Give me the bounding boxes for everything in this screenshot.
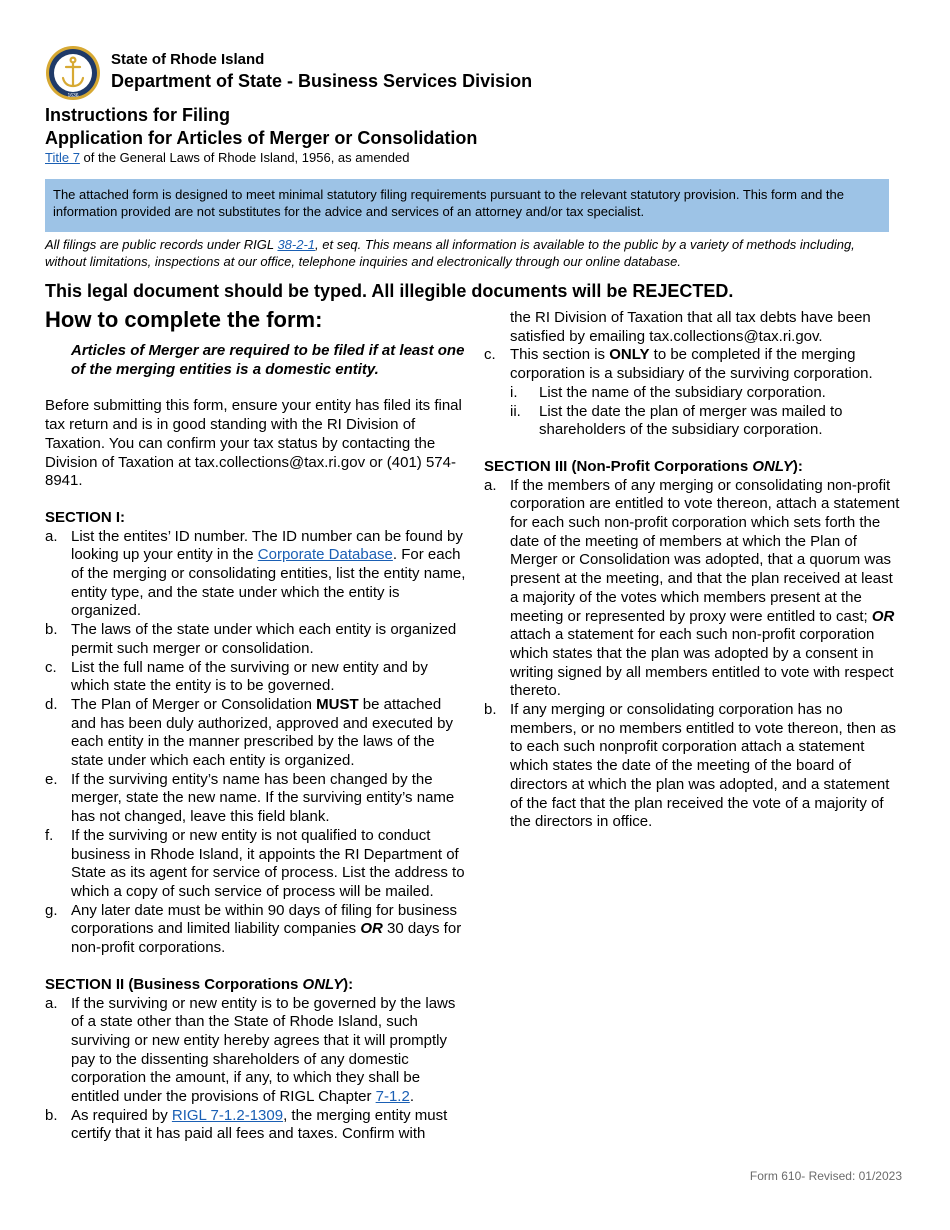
section-1-heading: SECTION I: (45, 508, 126, 526)
header-department: Department of State - Business Services Division (111, 71, 533, 91)
section-1-item-a: a. List the entites’ ID number. The ID number can be found by looking up your entity in the Corporate Database. For each of the merging or consolidating entities, list the entity name, entity type, and the state under which the entity is organized. (45, 527, 466, 620)
state-seal-logo (45, 45, 101, 101)
disclaimer-notice: The attached form is designed to meet minimal statutory filing requirements pursuant to the relevant statutory provision. This form and the information provided are not substitutes for the advice and services of an attorney and/or tax specialist. (45, 179, 889, 232)
left-column (45, 306, 470, 1144)
law-reference: Title 7 of the General Laws of Rhode Island, 1956, as amended (45, 150, 410, 165)
section-1-item-c: c. List the full name of the surviving or new entity and by which state the entity is to be governed. (45, 658, 428, 695)
section-2-item-b: b. As required by RIGL 7-1.2-1309, the merging entity must certify that it has paid all fees and taxes. Confirm with (45, 1106, 448, 1143)
rigl-7-1-2-1309-link[interactable]: RIGL 7-1.2-1309 (171, 1106, 284, 1124)
right-column (484, 309, 904, 832)
section-2-item-c-ii: ii. List the date the plan of merger was mailed to shareholders of the subsidiary corporation. (510, 402, 843, 439)
section-2-item-c: c. This section is ONLY to be completed if the merging corporation is a subsidiary of the surviving corporation. (484, 346, 873, 383)
section-2-item-a: a. If the surviving or new entity is to be governed by the laws of a state other than the State of Rhode Island, such surviving or new entity hereby agrees that it will promptly pay to the dissenting shareholders of any domestic corporation the amount, if any, to which they shall be entitled under the provisions of RIGL Chapter 7-1.2. (45, 994, 456, 1106)
section-1-item-d: d. The Plan of Merger or Consolidation MUST be attached and has been duly authorized, approved and executed by each entity in the manner prescribed by the laws of the state under which each entity is organized. (45, 695, 453, 770)
section-3-item-a: a. If the members of any merging or consolidating non-profit corporation are entitled to vote thereon, attach a statement for each such non-profit corporation which sets forth the date of the meeting of members at which the Plan of Merger or Consolidation was adopted, that a quorum was present at the meeting, and that the plan received at least a majority of the votes which members present at the meeting or represented by proxy were entitled to cast; OR attach a statement for each such non-profit corporation which states that the plan was adopted by a consent in writing signed by all members entitled to vote with respect thereto. (484, 476, 900, 700)
section-2-item-b-continued: the RI Division of Taxation that all tax debts have been satisfied by emailing tax.collections@tax.ri.gov. (510, 309, 871, 345)
section-1-item-e: e. If the surviving entity’s name has been changed by the merger, state the new name. If the surviving entity’s name has not changed, leave this field blank. (45, 770, 455, 826)
how-to-heading: How to complete the form: (45, 307, 323, 332)
rigl-chapter-7-1-2-link[interactable]: 7-1.2 (375, 1088, 410, 1106)
svg-text:1636: 1636 (67, 93, 79, 99)
rigl-38-2-1-link[interactable]: 38-2-1 (277, 237, 316, 252)
section-2-heading: SECTION II (Business Corporations ONLY): (45, 975, 354, 993)
header-state: State of Rhode Island (111, 51, 265, 68)
corporate-database-link[interactable]: Corporate Database (257, 546, 393, 564)
legal-typed-notice: This legal document should be typed. All illegible documents will be REJECTED. (45, 281, 734, 301)
section-1-item-g: g. Any later date must be within 90 days of filing for business corporations and limited liability companies OR 30 days for non-profit corporations. (45, 901, 462, 957)
section-1-item-f: f. If the surviving or new entity is not qualified to conduct business in Rhode Island, it appoints the RI Department of State as its agent for service of process. List the address to which a copy of such service of process will be mailed. (45, 826, 465, 900)
section-3-item-b: b. If any merging or consolidating corporation has no members, or no members entitled to vote thereon, then as to each such nonprofit corporation attach a statement which states the date of the meeting of the board of directors at which the plan was adopted, and a statement of the fact that the plan received the vote of a majority of the directors in office. (484, 701, 897, 831)
public-records-notice: All filings are public records under RIGL 38-2-1, et seq. This means all information is available to the public by a variety of methods including, without limitations, inspections at our office, telephone inquiries and electronically through our online database. (45, 237, 855, 269)
section-1-item-b: b. The laws of the state under which each entity is organized permit such merger or consolidation. (45, 621, 457, 657)
title-application: Application for Articles of Merger or Consolidation (45, 128, 478, 148)
title-7-link[interactable]: Title 7 (45, 150, 80, 165)
section-3-heading: SECTION III (Non-Profit Corporations ONLY): (484, 457, 803, 475)
title-instructions: Instructions for Filing (45, 105, 230, 125)
intro-paragraph: Before submitting this form, ensure your entity has filed its final tax return and is in good standing with the RI Division of Taxation. You can confirm your tax status by contacting the Division of Taxation at tax.collections@tax.ri.gov or (401) 574-8941. (45, 397, 462, 490)
section-2-item-c-i: i. List the name of the subsidiary corporation. (510, 383, 826, 401)
merger-requirement-note: Articles of Merger are required to be filed if at least one of the merging entities is a domestic entity. (71, 342, 465, 378)
form-revision-footer: Form 610- Revised: 01/2023 (749, 1169, 902, 1183)
